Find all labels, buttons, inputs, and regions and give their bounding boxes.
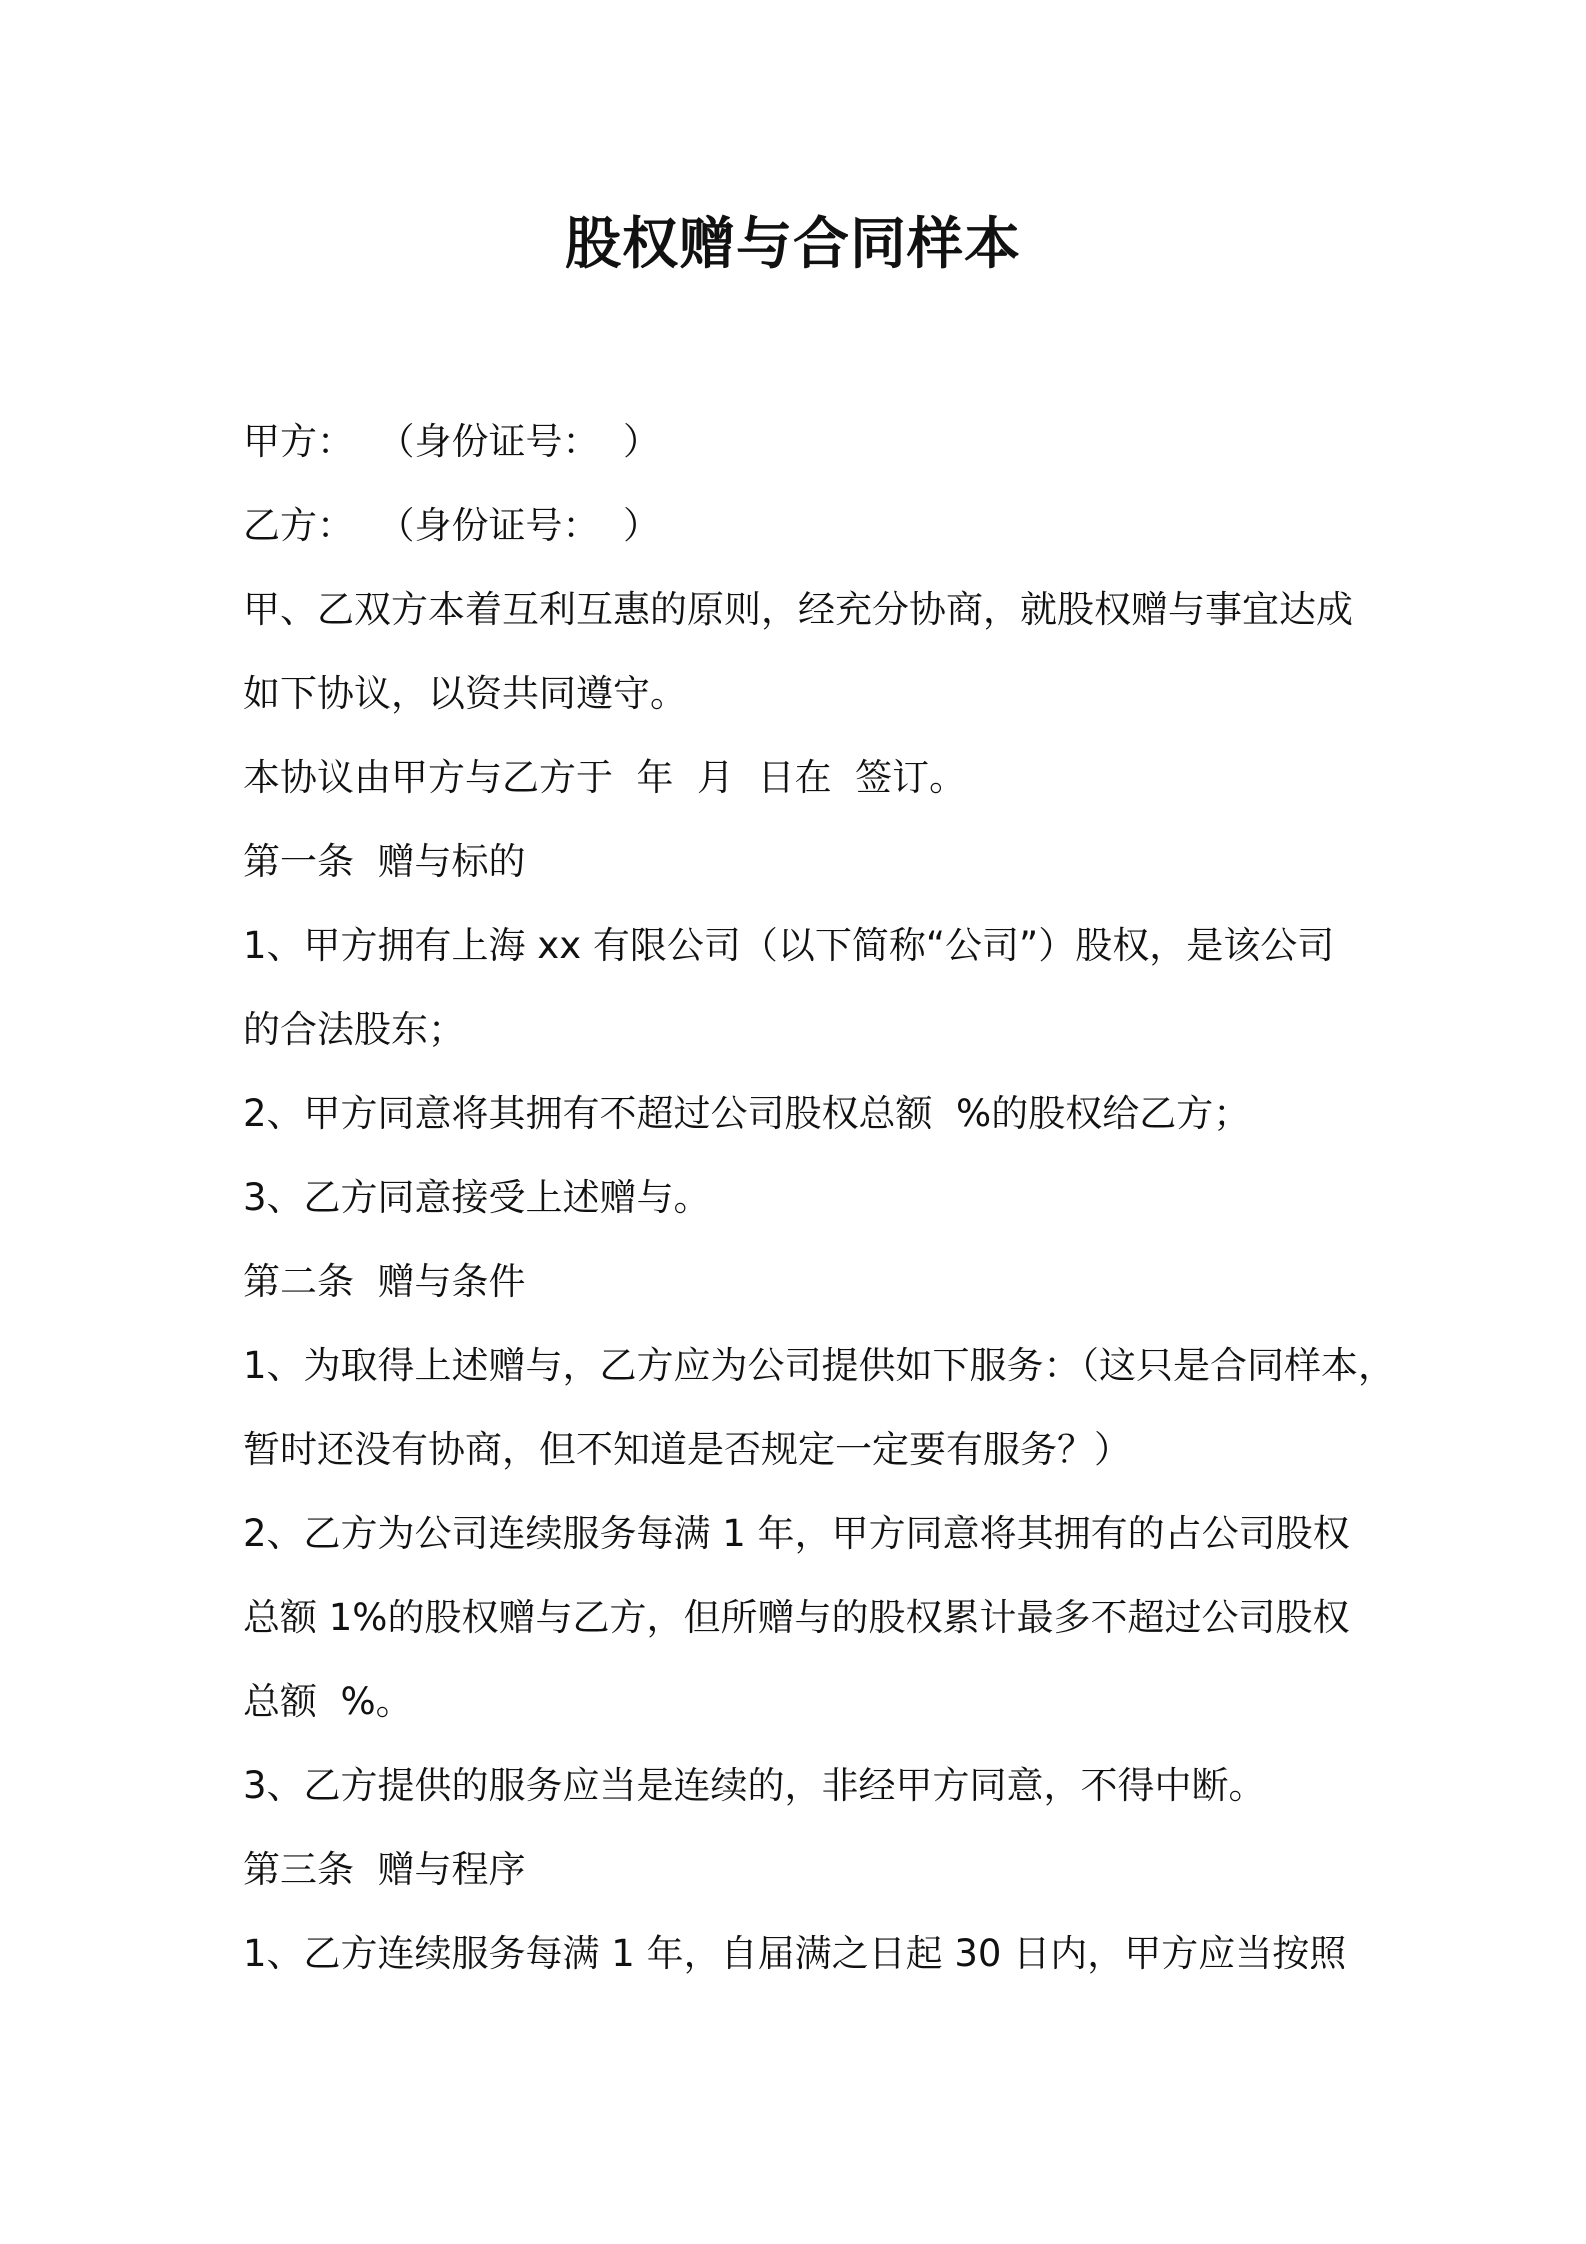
clause-line: 1、为取得上述赠与，乙方应为公司提供如下服务：（这只是合同样本， (243, 1344, 1396, 1387)
signing-line: 本协议由甲方与乙方于 年 月 日在 签订。 (243, 756, 967, 799)
party-a-line: 甲方： （身份证号： ） (243, 420, 661, 463)
clause-line: 1、甲方拥有上海 xx 有限公司（以下简称“公司”）股权，是该公司 (243, 924, 1335, 967)
preamble-line: 甲、乙双方本着互利互惠的原则，经充分协商，就股权赠与事宜达成 (243, 588, 1353, 631)
party-b-line: 乙方： （身份证号： ） (243, 504, 661, 547)
clause-line: 的合法股东； (243, 1008, 465, 1051)
clause-line: 3、乙方提供的服务应当是连续的，非经甲方同意，不得中断。 (243, 1764, 1266, 1807)
clause-line: 2、乙方为公司连续服务每满 1 年，甲方同意将其拥有的占公司股权 (243, 1512, 1350, 1555)
clause-line: 总额 %。 (243, 1680, 413, 1723)
article-heading: 第一条 赠与标的 (243, 840, 526, 883)
clause-line: 2、甲方同意将其拥有不超过公司股权总额 %的股权给乙方； (243, 1092, 1251, 1135)
document-title: 股权赠与合同样本 (565, 212, 1021, 277)
preamble-line: 如下协议，以资共同遵守。 (243, 672, 687, 715)
clause-line: 1、乙方连续服务每满 1 年，自届满之日起 30 日内，甲方应当按照 (243, 1932, 1347, 1975)
article-heading: 第三条 赠与程序 (243, 1848, 526, 1891)
clause-line: 3、乙方同意接受上述赠与。 (243, 1176, 711, 1219)
clause-line: 总额 1%的股权赠与乙方，但所赠与的股权累计最多不超过公司股权 (243, 1596, 1350, 1639)
clause-line: 暂时还没有协商，但不知道是否规定一定要有服务？） (243, 1428, 1131, 1471)
article-heading: 第二条 赠与条件 (243, 1260, 526, 1303)
document-body (243, 400, 1396, 1996)
